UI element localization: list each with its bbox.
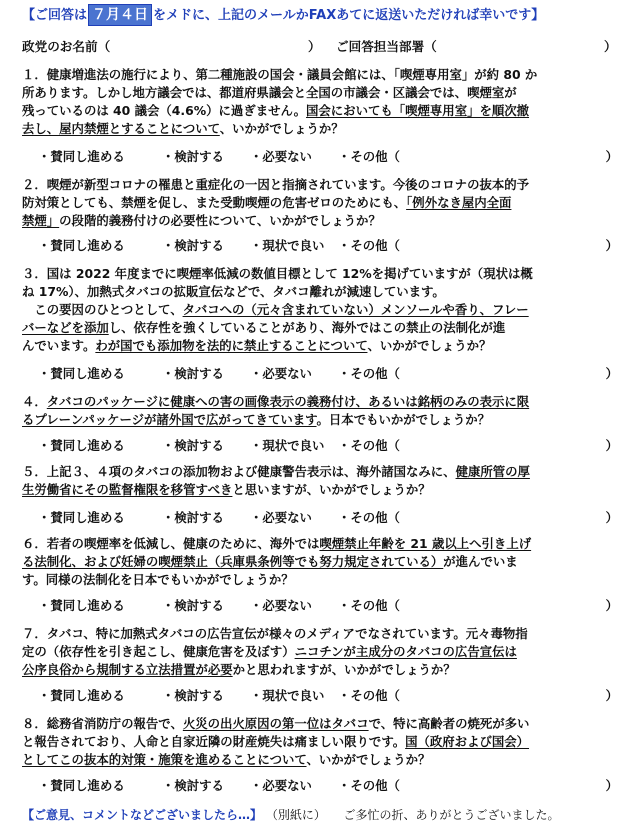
answer-option[interactable]: ・必要ない	[250, 366, 312, 381]
question-text: 定の（依存性を引き起こし、健康危害を及ぼす）	[22, 644, 295, 659]
question-line	[22, 212, 622, 230]
question-4	[22, 393, 622, 429]
answer-option[interactable]: ・必要ない	[250, 778, 312, 793]
question-line	[22, 393, 622, 411]
underlined-text: 国会においても「喫煙専用室」を順次撤	[306, 103, 530, 118]
party-name-close	[308, 38, 321, 56]
answer-option[interactable]: ・必要ない	[250, 510, 312, 525]
answer-option[interactable]: ・賛同し進める	[38, 510, 125, 525]
answer-option[interactable]: ・現状で良い	[250, 688, 325, 703]
answer-options-6	[38, 597, 618, 615]
underlined-text: る法制化、および妊婦の喫煙禁止（兵庫県条例等でも努力規定されている）	[22, 554, 444, 569]
question-2	[22, 176, 622, 230]
question-number: ６．	[22, 536, 47, 551]
party-name-field[interactable]	[22, 38, 110, 56]
question-7	[22, 625, 622, 679]
answer-option[interactable]: ・検討する	[162, 510, 224, 525]
question-5	[22, 463, 622, 499]
question-number: ５．	[22, 464, 47, 479]
question-text: かと思われますが、いかがでしょうか？	[232, 662, 456, 677]
answer-option[interactable]: ・必要ない	[250, 598, 312, 613]
answer-option[interactable]: ・検討する	[162, 778, 224, 793]
underlined-text: ニコチンが主成分のタバコの広告宣伝は	[294, 644, 517, 659]
answer-options-4	[38, 437, 618, 455]
answer-options-8	[38, 777, 618, 795]
underlined-text: タバコへの（元々含まれていない）メンソールや香り、フレー	[182, 302, 529, 317]
underlined-text: 国（政府および国会）	[405, 734, 530, 749]
question-line	[22, 265, 622, 283]
question-text: 、いかがでしょうか？	[219, 121, 344, 136]
question-number: １．	[22, 67, 47, 82]
question-text: し、依存性を強くしていることがあり、海外ではこの禁止の法制化が進	[108, 320, 506, 335]
other-close-paren: ）	[605, 510, 618, 525]
question-line	[22, 411, 622, 429]
question-line	[22, 283, 622, 301]
question-text: 総務省消防庁の報告で、	[46, 716, 183, 731]
other-close-paren: ）	[605, 438, 618, 453]
answer-option[interactable]: ・検討する	[162, 238, 224, 253]
question-text: が進んでいま	[443, 554, 518, 569]
answer-options-2	[38, 237, 618, 255]
question-text: 。日本でもいかがでしょうか？	[316, 412, 490, 427]
answer-option[interactable]: ・検討する	[162, 598, 224, 613]
question-text: 、いかがでしょうか？	[306, 752, 431, 767]
other-close-paren: ）	[605, 366, 618, 381]
answer-options-5	[38, 509, 618, 527]
answer-option[interactable]: ・賛同し進める	[38, 438, 125, 453]
question-text: と報告されており、人命と自家近隣の財産焼失は痛ましい限りです。	[22, 734, 406, 749]
question-line	[22, 337, 622, 355]
question-3	[22, 265, 622, 355]
question-text: 残っているのは 40 議会（4.6%）に過ぎません。	[22, 103, 307, 118]
answer-option[interactable]: ・賛同し進める	[38, 778, 125, 793]
answer-option[interactable]: ・検討する	[162, 688, 224, 703]
underlined-text: 健康所管の厚	[455, 464, 530, 479]
other-close-paren: ）	[605, 149, 618, 164]
question-line	[22, 733, 622, 751]
question-text: の段階的義務付けの必要性について、いかがでしょうか？	[59, 213, 381, 228]
answer-options-1	[38, 148, 618, 166]
answer-option[interactable]: ・検討する	[162, 149, 224, 164]
answer-options-3	[38, 365, 618, 383]
question-line	[22, 715, 622, 733]
question-text: タバコ、特に加熱式タバコの広告宣伝が様々のメディアでなされています。元々毒物指	[46, 626, 528, 641]
footer	[22, 806, 622, 824]
question-text: 防対策としても、禁煙を促し、また受動喫煙の危害ゼロのためにも、	[22, 195, 407, 210]
answer-option[interactable]: ・その他（	[338, 438, 400, 453]
banner-suffix: をメドに、上記のメールかFAXあてに返送いただければ幸いです】	[153, 8, 545, 23]
question-number: ７．	[22, 626, 47, 641]
answer-option[interactable]: ・賛同し進める	[38, 598, 125, 613]
question-line	[22, 751, 622, 769]
other-close-paren: ）	[605, 238, 618, 253]
question-text: んでいます。	[22, 338, 96, 353]
question-text: この要因のひとつとして、	[22, 302, 183, 317]
question-line	[22, 553, 622, 571]
question-line	[22, 319, 622, 337]
dept-close	[604, 38, 617, 56]
question-text: 上記３、４項のタバコの添加物および健康警告表示は、海外諸国なみに、	[46, 464, 456, 479]
question-text: 国は 2022 年度までに喫煙率低減の数値目標として 12%を掲げていますが（現状は概	[46, 266, 533, 281]
question-line	[22, 301, 622, 319]
question-line	[22, 643, 622, 661]
question-text: で、特に高齢者の焼死が多い	[368, 716, 530, 731]
answer-option[interactable]: ・現状で良い	[250, 438, 325, 453]
question-line	[22, 571, 622, 589]
question-text: 、いかがでしょうか？	[367, 338, 492, 353]
answer-option[interactable]: ・現状で良い	[250, 238, 325, 253]
answer-option[interactable]: ・賛同し進める	[38, 238, 125, 253]
answer-option[interactable]: ・検討する	[162, 438, 224, 453]
underlined-text: 「例外なき屋内全面	[406, 195, 512, 210]
underlined-text: としてこの抜本的対策・施策を進めることについて	[22, 752, 307, 767]
question-line	[22, 661, 622, 679]
question-text: 喫煙が新型コロナの罹患と重症化の一因と指摘されています。今後のコロナの抜本的予	[46, 177, 530, 192]
question-text: 所あります。しかし地方議会では、都道府県議会と全国の市議会・区議会では、喫煙室が	[22, 85, 517, 100]
other-close-paren: ）	[605, 688, 618, 703]
question-number: ８．	[22, 716, 47, 731]
question-1	[22, 66, 622, 138]
question-number: ４．	[22, 394, 47, 409]
question-line	[22, 66, 622, 84]
footer-comment: 【ご意見、コメントなどございましたら…】	[22, 808, 263, 822]
other-close-paren: ）	[605, 598, 618, 613]
answer-option[interactable]: ・賛同し進める	[38, 688, 125, 703]
question-text: す。同様の法制化を日本でもいかがでしょうか？	[22, 572, 294, 587]
underlined-text: 喫煙禁止年齢を 21 歳以上へ引き上げ	[319, 536, 532, 551]
underlined-text: わが国でも添加物を法的に禁止することについて	[95, 338, 368, 353]
underlined-text: 去し、屋内禁煙とすることについて	[22, 121, 220, 136]
question-line	[22, 463, 622, 481]
answer-option[interactable]: ・賛同し進める	[38, 149, 125, 164]
other-close-paren: ）	[605, 778, 618, 793]
underlined-text: タバコのパッケージに健康への害の画像表示の義務付け、あるいは銘柄のみの表示に限	[46, 394, 530, 409]
dept-field[interactable]	[336, 38, 437, 56]
underlined-text: 火災の出火原因の第一位はタバコ	[182, 716, 369, 731]
answer-option[interactable]: ・賛同し進める	[38, 366, 125, 381]
question-text: と思いますが、いかがでしょうか？	[232, 482, 431, 497]
question-number: ３．	[22, 266, 47, 281]
dept-label: ご回答担当部署（	[336, 39, 437, 54]
question-line	[22, 535, 622, 553]
question-text: ね 17%）、加熱式タバコの拡販宣伝などで、タバコ離れが減速しています。	[22, 284, 445, 299]
answer-option[interactable]: ・その他（	[338, 238, 400, 253]
answer-option[interactable]: ・その他（	[338, 778, 400, 793]
question-line	[22, 625, 622, 643]
question-line	[22, 481, 622, 499]
question-6	[22, 535, 622, 589]
answer-option[interactable]: ・その他（	[338, 366, 400, 381]
question-number: ２．	[22, 177, 47, 192]
underlined-text: るプレーンパッケージが諸外国で広がってきています	[22, 412, 317, 427]
question-line	[22, 176, 622, 194]
deadline-date: ７月４日	[88, 4, 152, 26]
underlined-text: 禁煙」	[22, 213, 60, 228]
underlined-text: 生労働省にその監督権限を移管すべき	[22, 482, 233, 497]
reply-deadline-banner	[22, 4, 622, 28]
underlined-text: 公序良俗から規制する立法措置が必要	[22, 662, 233, 677]
footer-thanks: ご多忙の折、ありがとうございました。	[343, 808, 560, 822]
answer-options-7	[38, 687, 618, 705]
footer-separate-sheet: （別紙に）	[265, 808, 326, 822]
question-text: 若者の喫煙率を低減し、健康のために、海外では	[46, 536, 320, 551]
dept-close-paren: ）	[604, 39, 617, 54]
question-text: 健康増進法の施行により、第二種施設の国会・議員会館には、「喫煙専用室」が約 80 か	[46, 67, 538, 82]
answer-option[interactable]: ・必要ない	[250, 149, 312, 164]
question-line	[22, 102, 622, 120]
question-line	[22, 84, 622, 102]
party-name-close-paren: ）	[308, 39, 321, 54]
answer-option[interactable]: ・その他（	[338, 149, 400, 164]
underlined-text: バーなどを添加	[22, 320, 109, 335]
answer-option[interactable]: ・その他（	[338, 598, 400, 613]
question-8	[22, 715, 622, 769]
question-line	[22, 120, 622, 138]
answer-option[interactable]: ・検討する	[162, 366, 224, 381]
answer-option[interactable]: ・その他（	[338, 510, 400, 525]
banner-prefix: 【ご回答は	[22, 8, 88, 23]
party-name-label: 政党のお名前（	[22, 39, 111, 54]
answer-option[interactable]: ・その他（	[338, 688, 400, 703]
question-line	[22, 194, 622, 212]
